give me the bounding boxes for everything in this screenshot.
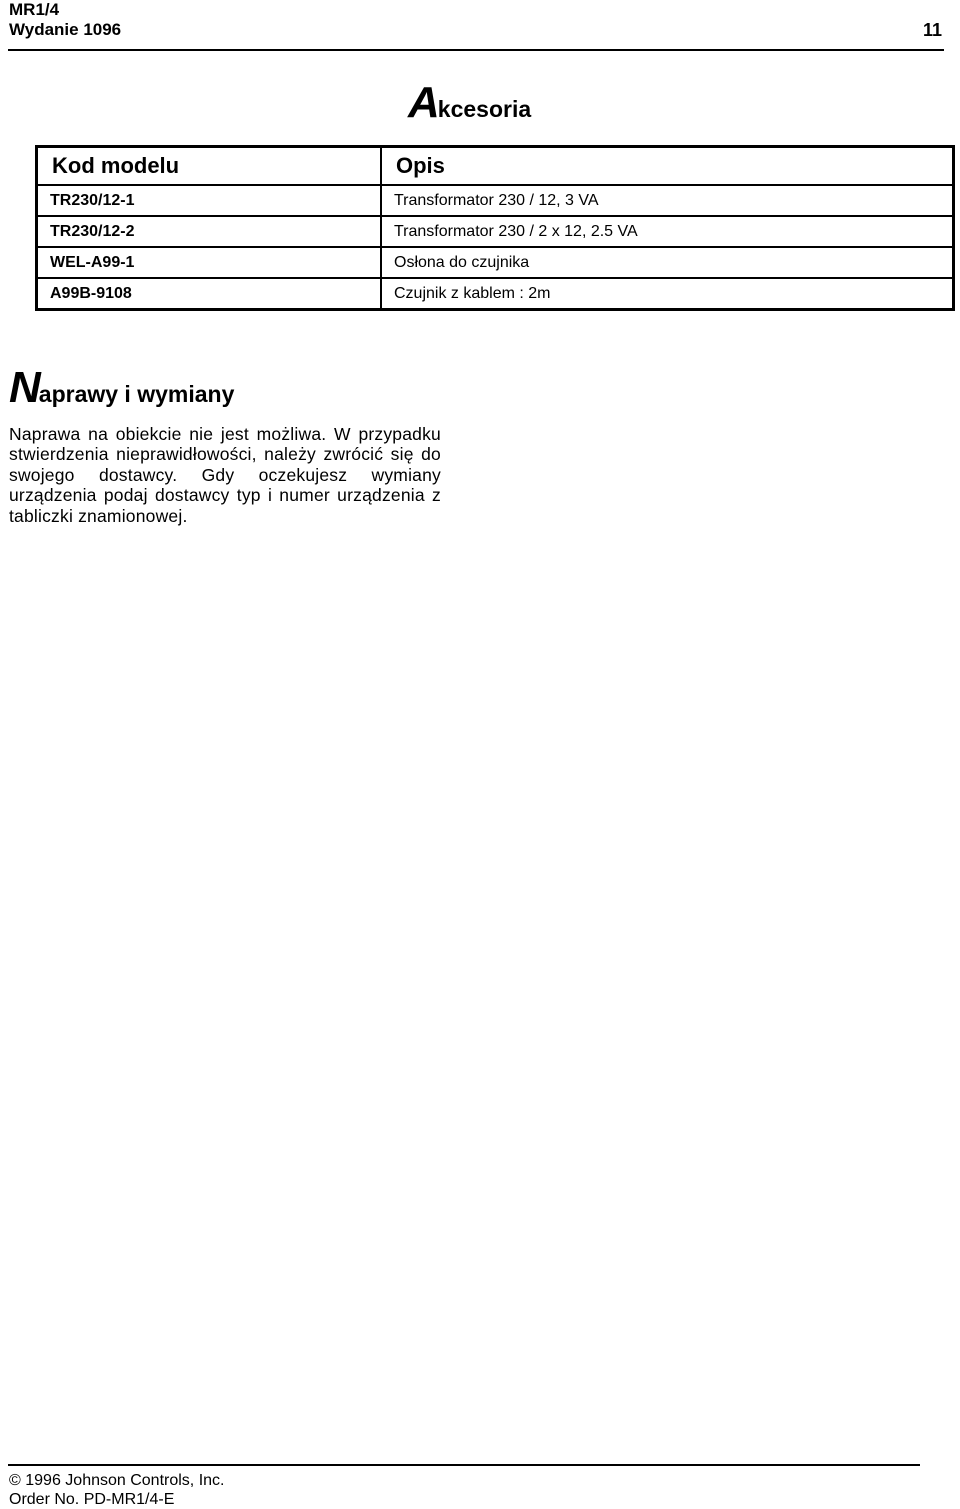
description-cell: Transformator 230 / 2 x 12, 2.5 VA	[381, 216, 954, 247]
description-cell: Transformator 230 / 12, 3 VA	[381, 185, 954, 216]
edition-label: Wydanie 1096	[9, 20, 122, 39]
copyright-line	[9, 1471, 224, 1490]
description-cell: Osłona do czujnika	[381, 247, 954, 278]
repairs-heading	[9, 363, 234, 413]
accessories-heading-initial: A	[408, 78, 438, 127]
model-code-cell: WEL-A99-1	[37, 247, 382, 278]
model-code-cell: TR230/12-1	[37, 185, 382, 216]
copyright-icon: ©	[9, 1472, 21, 1489]
page-number: 11	[922, 20, 942, 40]
column-header-description: Opis	[381, 147, 954, 186]
model-code-cell: A99B-9108	[37, 278, 382, 310]
column-header-model-code: Kod modelu	[37, 147, 382, 186]
accessories-heading	[408, 78, 531, 128]
table-row	[37, 216, 954, 247]
order-number: Order No. PD-MR1/4-E	[9, 1491, 175, 1508]
repairs-heading-rest: aprawy i wymiany	[38, 381, 235, 407]
repairs-heading-initial: N	[9, 363, 39, 412]
table-header-row	[37, 147, 954, 186]
model-code-cell: TR230/12-2	[37, 216, 382, 247]
document-code: MR1/4	[9, 0, 60, 19]
accessories-heading-rest: kcesoria	[437, 96, 532, 122]
document-header	[9, 0, 121, 40]
accessories-table	[35, 145, 955, 311]
header-divider	[8, 49, 944, 51]
table-row	[37, 247, 954, 278]
description-cell: Czujnik z kablem : 2m	[381, 278, 954, 310]
copyright-text: 1996 Johnson Controls, Inc.	[25, 1472, 225, 1489]
table-row	[37, 278, 954, 310]
repairs-paragraph: Naprawa na obiekcie nie jest możliwa. W przypadku stwierdzenia nieprawidłowości, należy zwrócić się do swojego dostawcy. Gdy oczekujesz wymiany urządzenia podaj dostawcy typ i numer urządzenia z tabliczki znamionowej.	[9, 424, 441, 526]
footer-divider	[8, 1464, 920, 1466]
table-row	[37, 185, 954, 216]
